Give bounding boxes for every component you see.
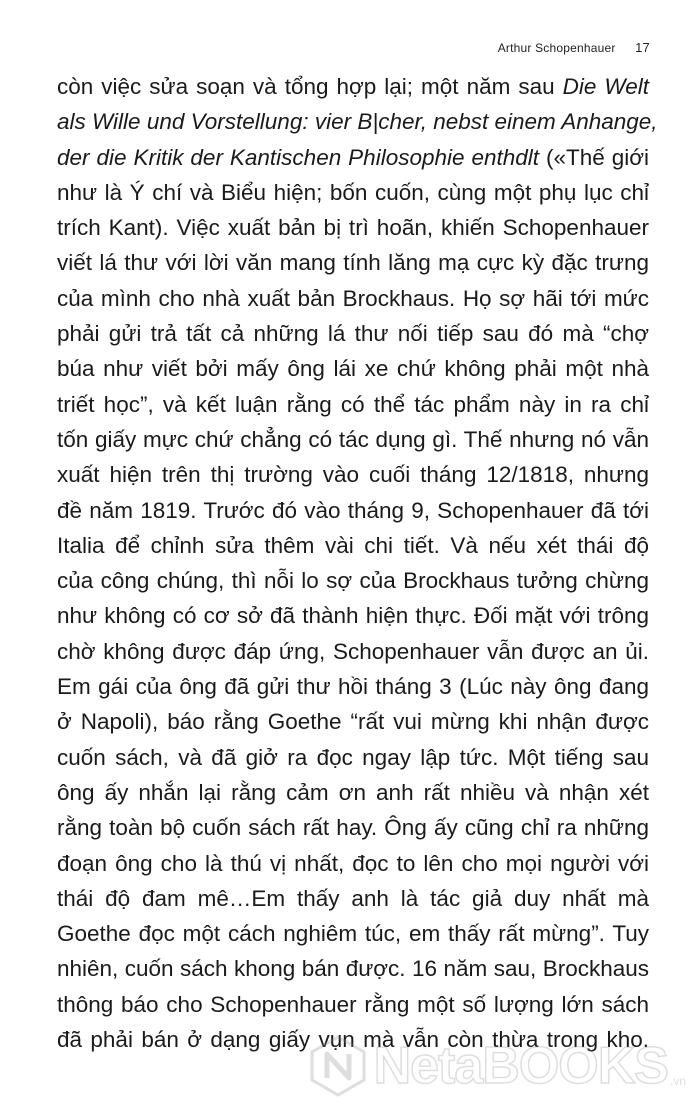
text-line: của mình cho nhà xuất bản Brockhaus. Họ sợ hãi tới mức bbox=[57, 285, 649, 311]
n-logo-icon bbox=[306, 1034, 370, 1098]
header-author: Arthur Schopenhauer bbox=[497, 41, 616, 55]
text-line: xuất hiện trên thị trường vào cuối tháng 12/1818, nhưng bbox=[57, 462, 649, 488]
text-line: Italia để chỉnh sửa thêm vài chi tiết. Và nếu xét thái độ bbox=[57, 532, 649, 558]
text-line: triết học”, và kết luận rằng có thể tác phẩm này in ra chỉ bbox=[57, 391, 649, 417]
text-line: der die Kritik der Kantischen Philosophie enthdlt («Thế giới bbox=[57, 144, 649, 170]
text-line: đoạn ông cho là thú vị nhất, đọc to lên cho mọi người với bbox=[57, 850, 649, 876]
text-line: als Wille und Vorstellung: vier B|cher, nebst einem Anhange, bbox=[57, 109, 658, 135]
text-line: như là Ý chí và Biểu hiện; bốn cuốn, cùng một phụ lục chỉ bbox=[57, 179, 649, 205]
text-line: phải gửi trả tất cả những lá thư nối tiếp sau đó mà “chợ bbox=[57, 321, 649, 347]
text-line: thông báo cho Schopenhauer rằng một số lượng lớn sách bbox=[57, 991, 649, 1017]
text-line: của công chúng, thì nỗi lo sợ của Brockhaus tưởng chừng bbox=[57, 568, 649, 594]
text-line: Goethe đọc một cách nghiêm túc, em thấy rất mừng”. Tuy bbox=[57, 921, 649, 947]
text-line: viết lá thư với lời văn mang tính lăng mạ cực kỳ đặc trưng bbox=[57, 250, 649, 276]
text-line: Em gái của ông đã gửi thư hồi tháng 3 (Lúc này ông đang bbox=[57, 674, 649, 700]
text-line: búa như viết bởi mấy ông lái xe chứ không phải một nhà bbox=[57, 356, 649, 382]
text-line: nhiên, cuốn sách khong bán được. 16 năm sau, Brockhaus bbox=[57, 956, 649, 982]
watermark-brand: NetaBOOKS bbox=[373, 1037, 668, 1095]
text-line: thái độ đam mê…Em thấy anh là tác giả duy nhất mà bbox=[57, 885, 649, 911]
text-line: ông ấy nhắn lại rằng cảm ơn anh rất nhiều và nhận xét bbox=[57, 779, 649, 805]
running-header bbox=[498, 40, 650, 55]
italic-title: Die Welt bbox=[562, 74, 650, 99]
body-paragraph bbox=[57, 69, 658, 1057]
text-line: như không có cơ sở đã thành hiện thực. Đối mặt với trông bbox=[57, 603, 649, 629]
text-line: ở Napoli), báo rằng Goethe “rất vui mừng khi nhận được bbox=[57, 709, 649, 735]
text-line: tốn giấy mực chứ chẳng có tác dụng gì. Thế nhưng nó vẫn bbox=[57, 426, 649, 452]
page-number: 17 bbox=[635, 40, 650, 55]
watermark bbox=[306, 1034, 686, 1098]
text-line: đã phải bán ở dạng giấy vụn mà vẫn còn thừa trong kho. bbox=[57, 1027, 649, 1053]
text-line: rằng toàn bộ cuốn sách rất hay. Ông ấy cũng chỉ ra những bbox=[57, 815, 649, 841]
text-line: còn việc sửa soạn và tổng hợp lại; một năm sau Die Welt bbox=[57, 74, 650, 99]
text-line: trích Kant). Việc xuất bản bị trì hoãn, khiến Schopenhauer bbox=[57, 215, 649, 241]
text-line: cuốn sách, và đã giở ra đọc ngay lập tức. Một tiếng sau bbox=[57, 744, 649, 770]
text-line: chờ không được đáp ứng, Schopenhauer vẫn được an ủi. bbox=[57, 638, 649, 664]
watermark-suffix: .vn bbox=[669, 1074, 686, 1088]
text-line: đề năm 1819. Trước đó vào tháng 9, Schopenhauer đã tới bbox=[57, 497, 649, 523]
